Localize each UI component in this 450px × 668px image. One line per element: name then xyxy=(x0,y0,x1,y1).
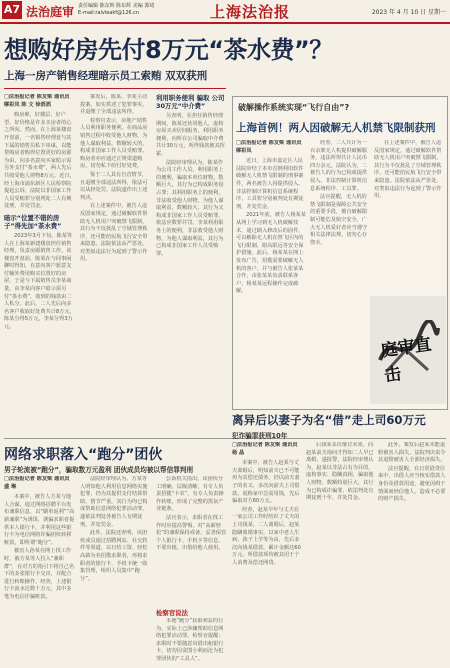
lead-headline: 想购好房先付8万元“茶水费”？ xyxy=(4,36,333,64)
issue-date: 2023 年 4 月 10 日 星期一 xyxy=(371,9,446,16)
lead-paragraph: 检察官表示，房地产销售人员利用职务便利，在商品房销售过程中收受他人财物，为他人谋取利益，数额较大的，构成非国家工作人员受贿罪。购房者亦应通过正规渠道购房，切勿私下给付好处费。 xyxy=(80,117,148,170)
court-column-logo-text: 庭审直击 xyxy=(379,334,433,387)
lead-rule xyxy=(4,88,226,89)
story2-headline: 网络求职落入“跑分”团伙 xyxy=(4,447,163,463)
lead-paragraph: 法院经审理认为，陈某作为公司工作人员，利用职务上的便利，骗取本单位财物，数额巨大，其行为已构成职务侵占罪；其利用职务上的便利，非法收受他人财物，为他人谋取利益，数额较大，其行为又构成非国家工作人员受贿罪，依法应数罪并罚。李某利用职务上的便利，非法收受他人财物，为他人谋取利益，其行为已构成非国家工作人员受贿罪。 xyxy=(156,159,224,257)
story3-column-3 xyxy=(378,442,446,664)
lead-sub-heading: 暗示“位置不错的房子”得先加“茶水费” xyxy=(4,213,62,230)
story2-subhead: 男子轮流被“跑分”，骗取数万元盈利 团伙成员均被以帮信罪判刑 xyxy=(4,466,193,474)
drone-paragraph: 经查，二人共计为一百余架无人机提供破解服务，违法所得共计人民币四万余元。法院认为，二被告人的行为已构成提供侵入、非法控制计算机信息系统程序、工具罪。 xyxy=(310,140,368,192)
story2-paragraph: 法官表示，求职者在找工作时应提高警惕，对“高薪轻松”的兼职保持戒备，妥善保管个人银行卡、手机卡等信息，不要出租、出借给他人使用。 xyxy=(156,514,227,552)
story2-byline: □法治报记者 陈友梁 通讯员 盛 琳 xyxy=(4,476,70,490)
story2-paragraph: 此外，法院还查明，该团伙成员通过招聘网站、社交软件等渠道，以日结工资、轻松高薪为名招揽求职者，再将求职者的银行卡、手机卡统一收集管理，组织人员集中“跑分”。 xyxy=(80,530,148,582)
story3-subhead: 犯诈骗罪获刑10年 xyxy=(232,432,288,440)
lead-column-3 xyxy=(156,94,228,434)
masthead-logo: 上海法治报 xyxy=(210,3,291,21)
drone-column-2 xyxy=(310,140,370,402)
lead-subhead: 上海一房产销售经理暗示员工索贿 双双获刑 xyxy=(4,70,208,82)
story2-column-3 xyxy=(156,476,228,606)
drone-byline: □法治报记者 陈友梁 通讯员 缪彩凤 xyxy=(236,140,302,154)
section-name: 法治庭审 xyxy=(26,5,75,19)
story3-paragraph: 此外，案发后赵某未能退赔被害人损失。法院判决责令其退赔被害人全部经济损失。 xyxy=(378,442,446,464)
lead-paragraph: 另查明，在担任销售经理期间，陈某还伙同他人，虚构房屋买卖居间服务，利用职务便利，向所在公司骗取中介费共计30万元，所得钱款被其挥霍。 xyxy=(156,113,225,157)
story2-paragraph: 法院经审理认为，方某等人明知他人利用信息网络实施犯罪，仍为其提供支付结算帮助，情节严重，其行为均已构成帮助信息网络犯罪活动罪，遂依法判处各被告人有期徒刑，并处罚金。 xyxy=(80,476,148,528)
story3-byline: □法治报记者 陈友梁 通讯员 杨 晶 xyxy=(232,442,298,456)
story3-column-2 xyxy=(306,442,374,664)
story3-paragraph: 本案中，被告人赵某与丈夫离婚后，明知前夫已不可能再为其偿还债务，仍以前夫妻子的名义，多次向前夫上司借款，谎称家中急需用钱，先后骗取对方60万元。 xyxy=(232,460,300,505)
lead-column-1 xyxy=(4,94,76,434)
drone-paragraph: 2021年底，被告人杨某某从网上学习到无人机破解技术，通过刷入修改后的固件，可以解除无人机在禁飞区内的飞行限制、限高限远等安全保护措施。此后，杨某某在网上发布广告，招揽需要破解无人机的客户，并与被告人张某某合作，由张某某负责联系客户，杨某某远程操作完成破解。 xyxy=(236,212,306,295)
story2-foot-text: 本地“跑分”获取利益的行为，实际上已涉嫌帮助信息网络犯罪活动罪。检察官提醒：求职时不要随意出借出租银行卡，切勿因贪图小利而沦为犯罪团伙的“工具人”。 xyxy=(156,618,224,662)
lead-sub-heading: 利用职务便利 骗取 公司 30万元“中介费” xyxy=(156,94,225,110)
lead-paragraph: 2023年3月下旬，陈某等人在上海某新建楼盘担任销售经理，负责房源销售工作。该楼盘开盘前，陈某在与同事闲聊时得知，有意向客户愿意支付额外费用购买位置好的房屋，于是与下属销售员李某商量，由李某向客户暗示需另付“茶水费”，收到的钱款由二人私分。此后，二人先后向多名客户收取好处费共计8万元，陈某分得5万元，李某分得3万元。 xyxy=(4,232,75,331)
story2-paragraph: 被害人孙某在网上找工作时，被方某等人拉入“兼职群”，在对方的指引下将自己名下的多张银行卡交出，并配合进行转账操作。经查，上述银行卡流水达数十万元，其中多笔为电信诈骗赃款。 xyxy=(4,548,75,600)
story2-foot-title: 检察官说法 xyxy=(156,609,188,617)
drone-column-3 xyxy=(374,140,444,290)
story2-paragraph: 本案中，被告人方某与他人合谋，通过网络招聘平台发布兼职信息，以“刷单返利”“高薪兼职”为诱饵，诱骗求职者提供本人银行卡，并利用这些银行卡为电信网络诈骗团伙转移赃款，即所谓“跑分”。 xyxy=(4,494,75,546)
drone-story-headline: 上海首例！两人因破解无人机禁飞限制获刑 xyxy=(236,122,436,134)
drone-column-1 xyxy=(236,140,306,402)
story2-column-2 xyxy=(80,476,152,664)
story3-paragraph: 后钱某多次催讨未果，向赵某前夫询问才得知二人早已离婚，遂报警。法院经审理认为，赵某以非法占有为目的，虚构事实、隐瞒真相，骗取他人财物，数额特别巨大，其行为已构成诈骗罪，依法判处有期徒刑十年，并处罚金。 xyxy=(306,442,374,502)
drone-story-kicker: 破解操作系统实现“飞行自由”? xyxy=(238,103,350,112)
section-divider xyxy=(4,438,446,439)
story2-foot-note xyxy=(156,618,228,664)
drone-paragraph: 近日，上海市嘉定区人民法院审结了本市首例利用软件破解无人机禁飞限制的刑事案件，两名被告人因提供侵入、非法控制计算机信息系统程序、工具罪分别被判处有期徒刑，并处罚金。 xyxy=(236,158,304,210)
story3-paragraph: 经查，赵某早年与丈夫在一家公司工作时结识了丈夫的上司钱某。二人离婚后，赵某隐瞒离婚事实，以家中老人生病、孩子上学等为由，先后多次向钱某借款，累计金额达60万元，所借款项均被其用于个人消费及偿还网贷。 xyxy=(232,506,301,566)
story3-headline: 离异后以妻子为名“借”走上司60万元 xyxy=(232,413,426,427)
lead-byline: □法治报记者 陈友梁 通讯员 缪彩凤 陈 文 徐滔滔 xyxy=(4,94,70,108)
lead-paragraph: 鉴于二人具有自首情节，且退缴全部违法所得，依法可以从轻处罚。法院遂作出上述判决。 xyxy=(80,171,148,201)
page-number: A7 xyxy=(2,1,22,19)
lead-column-2 xyxy=(80,94,152,434)
story3-column-1 xyxy=(232,442,302,664)
drone-paragraph: 法官提醒，无人机的禁飞限制是保障公共安全的重要手段，擅自破解限制可能危及航空安全，广大无人机爱好者应当遵守相关法律法规，切勿心存侥幸。 xyxy=(310,194,368,246)
page-header xyxy=(0,0,450,24)
lead-paragraph: 在上述案件中，被告人违反国家规定，通过破解软件帮助无人机用户突破禁飞限制，其行为不仅扰乱了空域管理秩序，还可能给民航飞行安全带来隐患。法院依法从严惩处，对类似违法行为起到了警示作用。 xyxy=(80,203,148,263)
lead-paragraph: 购房难，好楼层、好户型、好价格是许多买房者的心之所向。然而，在上海某楼盘开盘前，一名销售经理竟与其下属的销售员私下串谋，以能帮购房者购得位置更好的房源为由，向多名意向买家暗示需另外支付“茶水费”，两人先后共收受他人财物8万元。近日，经上海市浦东新区人民检察院提起公诉，法院以非国家工作人员受贿罪分别判处二人有期徒刑，并处罚金。 xyxy=(4,112,75,210)
story3-paragraph: 法官提醒，在日常借贷往来中，出借人应当核实借款人身份及借款用途，避免因碍于情面而轻信他人，造成不必要的财产损失。 xyxy=(378,465,446,503)
lead-paragraph: 案发后，陈某、李某主动投案，如实供述了犯罪事实，并退缴了全部违法所得。 xyxy=(80,94,148,116)
story2-paragraph: 公诉机关指出，该团伙分工明确，层级清晰，有专人负责招揽“卡农”，有专人负责操作转账，形成了完整的黑灰产业链条。 xyxy=(156,476,224,513)
story2-column-1 xyxy=(4,476,76,664)
staff-email: E-mail:ralvleakf@126.cn xyxy=(78,10,140,16)
staff-line: 责任编辑 陈东辉 陈东辉 美编 郭琦 xyxy=(78,3,155,9)
staff-credits xyxy=(78,3,154,17)
drone-paragraph: 在上述案件中，被告人违反国家规定，通过破解软件帮助无人机用户突破禁飞限制，其行为不仅扰乱了空域管理秩序，还可能给民航飞行安全带来隐患。法院依法从严惩处，对类似违法行为起到了警示作用。 xyxy=(374,140,442,200)
court-column-logo xyxy=(370,296,446,404)
